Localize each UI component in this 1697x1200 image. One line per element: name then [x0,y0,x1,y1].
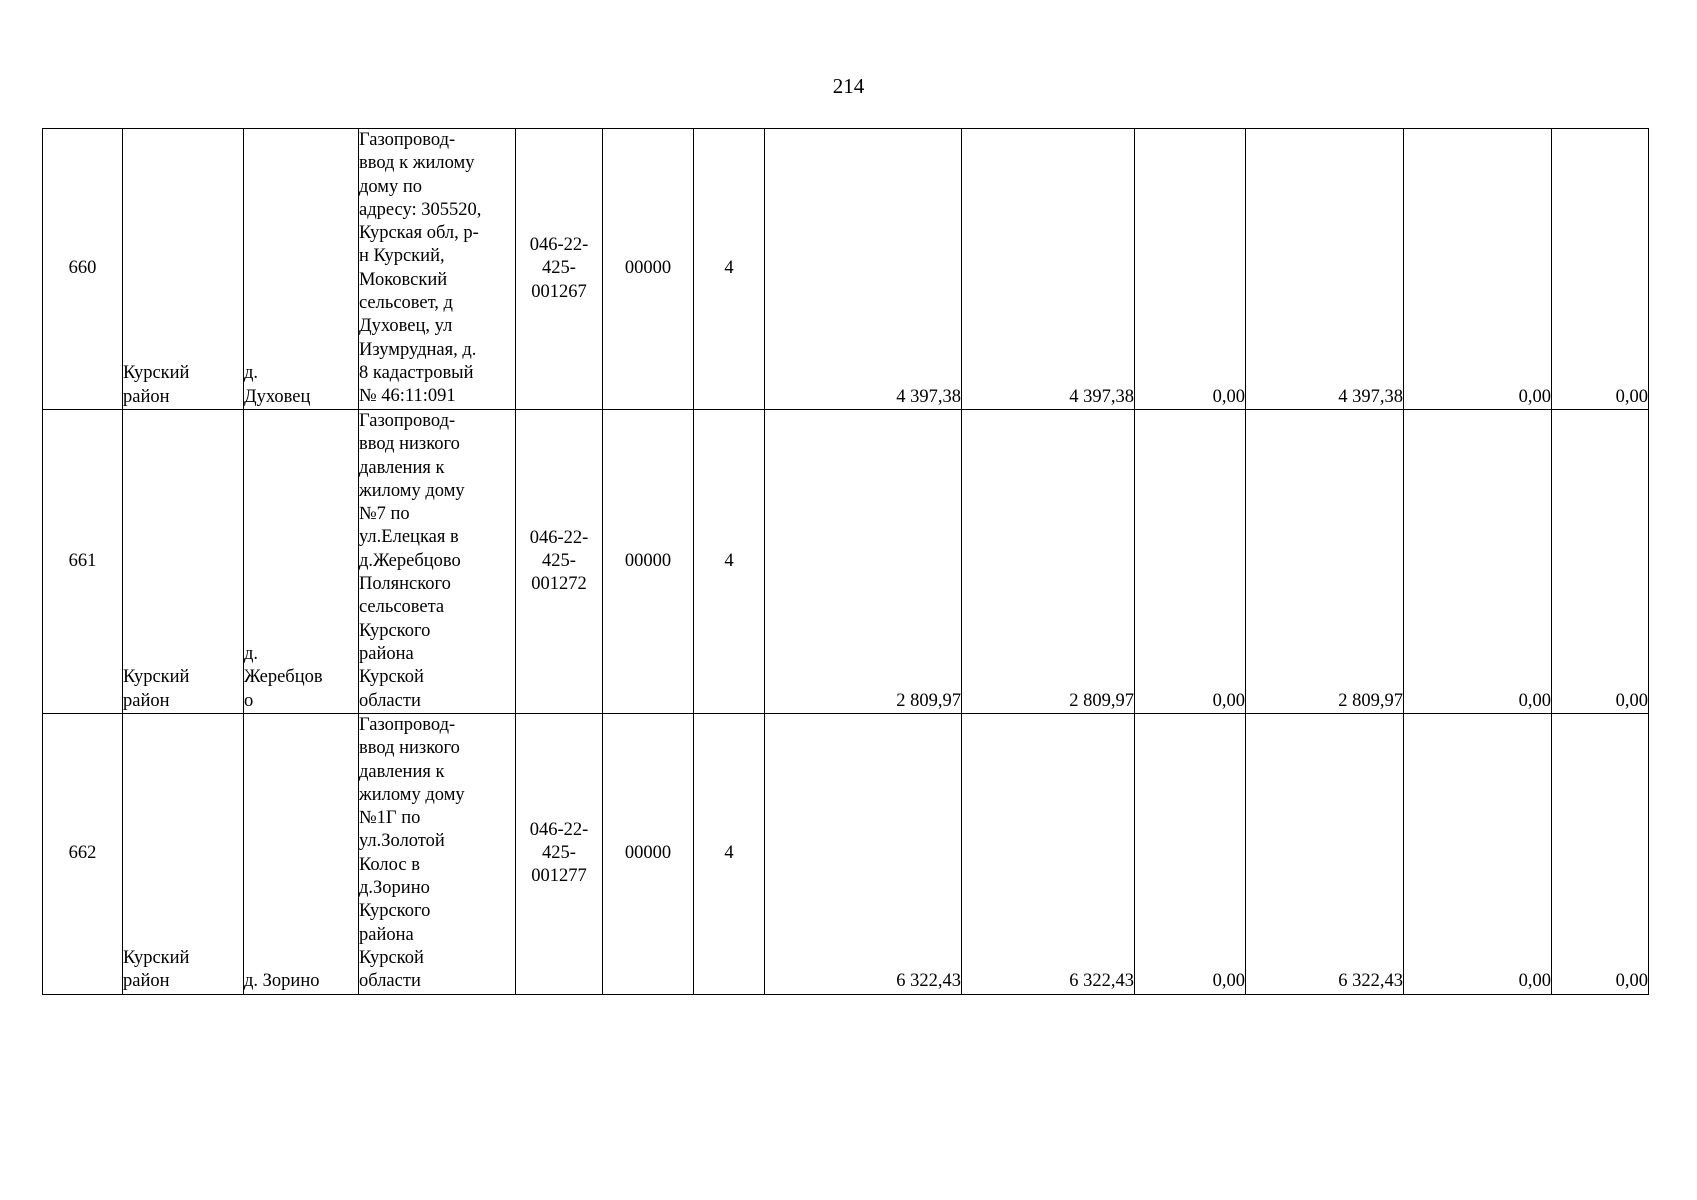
description-line: Курского [359,620,431,641]
district-cell [123,410,244,714]
value-6-cell-text: 0,00 [1615,690,1648,711]
value-3-cell-text: 0,00 [1212,690,1245,711]
value-1-cell [765,129,962,410]
value-5-cell [1404,129,1552,410]
value-4-cell [1246,129,1404,410]
locality-line: о [244,690,254,711]
registry-code-line: 046-22- [529,527,589,548]
value-1-cell-text: 4 397,38 [896,386,961,407]
registry-code-line: 425- [542,843,576,864]
description-line: Курской [359,667,424,688]
description-line: ул.Золотой [359,831,445,852]
description-line: жилому дому [359,784,465,805]
description-line: сельсовет, д [359,293,453,314]
description-line: Колос в [359,854,420,875]
value-3-cell [1135,129,1246,410]
description-line: Курская обл, р- [359,223,479,244]
row-number-cell-text: 662 [68,843,97,864]
value-2-cell [962,410,1135,714]
locality-cell [244,714,359,995]
value-4-cell [1246,410,1404,714]
description-line: 8 кадастровый [359,362,474,383]
district-line: Курский [123,363,190,384]
table-body [43,129,1649,995]
value-1-cell-text: 6 322,43 [896,971,961,992]
registry-code-line: 425- [542,258,576,279]
category-cell-text: 4 [724,550,734,571]
value-5-cell [1404,714,1552,995]
value-6-cell [1552,714,1649,995]
table-row [43,410,1649,714]
registry-code-line: 001267 [531,281,587,302]
district-cell [123,129,244,410]
object-code-cell-text: 00000 [624,258,672,279]
description-line: Изумрудная, д. [359,339,477,360]
table-row [43,714,1649,995]
locality-line: Жеребцов [244,667,323,688]
row-number-cell [43,410,123,714]
description-line: ввод низкого [359,738,460,759]
category-cell-text: 4 [724,258,734,279]
registry-code-line: 046-22- [529,235,589,256]
locality-line: д. [244,363,259,384]
value-6-cell [1552,410,1649,714]
description-cell [359,129,516,410]
district-cell [123,714,244,995]
value-5-cell [1404,410,1552,714]
description-line: района [359,643,414,664]
description-line: ул.Елецкая в [359,527,459,548]
district-line: район [123,690,170,711]
category-cell [694,129,765,410]
value-2-cell-text: 4 397,38 [1069,386,1134,407]
description-line: давления к [359,761,445,782]
description-line: Курской [359,947,424,968]
registry-code-cell [516,410,603,714]
district-line: район [123,971,170,992]
value-1-cell-text: 2 809,97 [896,690,961,711]
value-4-cell-text: 6 322,43 [1338,971,1403,992]
locality-line: Духовец [244,386,311,407]
registry-code-line: 001277 [531,866,587,887]
description-line: д.Зорино [359,878,430,899]
value-5-cell-text: 0,00 [1518,386,1551,407]
registry-code-cell [516,129,603,410]
table-row [43,129,1649,410]
value-4-cell-text: 2 809,97 [1338,690,1403,711]
description-line: №1Г по [359,808,421,829]
description-line: Газопровод- [359,715,456,735]
district-line: Курский [123,667,190,688]
value-6-cell [1552,129,1649,410]
description-line: давления к [359,457,445,478]
row-number-cell-text: 660 [68,258,97,279]
row-number-cell [43,129,123,410]
description-line: д.Жеребцово [359,550,461,571]
locality-line: д. [244,644,259,665]
value-5-cell-text: 0,00 [1518,971,1551,992]
locality-cell [244,410,359,714]
description-line: ввод низкого [359,434,460,455]
value-3-cell-text: 0,00 [1212,971,1245,992]
description-line: адресу: 305520, [359,199,482,220]
description-line: Газопровод- [359,130,456,150]
locality-line: д. Зорино [244,971,320,992]
description-line: района [359,924,414,945]
row-number-cell [43,714,123,995]
description-line: Газопровод- [359,411,456,431]
district-line: район [123,386,170,407]
description-line: № 46:11:091 [359,386,456,407]
row-number-cell-text: 661 [68,550,97,571]
object-code-cell-text: 00000 [624,843,672,864]
description-line: области [359,971,421,992]
description-line: н Курский, [359,246,445,267]
object-code-cell-text: 00000 [624,550,672,571]
description-line: сельсовета [359,597,445,618]
object-code-cell [603,129,694,410]
value-2-cell-text: 6 322,43 [1069,971,1134,992]
registry-code-line: 425- [542,550,576,571]
description-line: жилому дому [359,480,465,501]
value-2-cell [962,129,1135,410]
district-line: Курский [123,947,190,968]
description-line: Полянского [359,574,451,595]
object-code-cell [603,410,694,714]
value-4-cell-text: 4 397,38 [1338,386,1403,407]
value-4-cell [1246,714,1404,995]
description-line: №7 по [359,504,410,525]
object-code-cell [603,714,694,995]
category-cell [694,714,765,995]
value-5-cell-text: 0,00 [1518,690,1551,711]
value-3-cell [1135,410,1246,714]
locality-cell [244,129,359,410]
description-cell [359,410,516,714]
description-line: Курского [359,901,431,922]
value-2-cell [962,714,1135,995]
gas-pipeline-table [42,128,1649,995]
value-1-cell [765,714,962,995]
value-6-cell-text: 0,00 [1615,386,1648,407]
description-cell [359,714,516,995]
category-cell [694,410,765,714]
value-6-cell-text: 0,00 [1615,971,1648,992]
description-line: дому по [359,176,423,197]
description-line: области [359,690,421,711]
description-line: Моковский [359,269,448,290]
value-3-cell [1135,714,1246,995]
value-3-cell-text: 0,00 [1212,386,1245,407]
description-line: ввод к жилому [359,153,475,174]
value-1-cell [765,410,962,714]
page-number: 214 [832,74,865,98]
registry-code-line: 046-22- [529,819,589,840]
registry-code-line: 001272 [531,574,587,595]
value-2-cell-text: 2 809,97 [1069,690,1134,711]
description-line: Духовец, ул [359,316,453,337]
registry-code-cell [516,714,603,995]
category-cell-text: 4 [724,843,734,864]
